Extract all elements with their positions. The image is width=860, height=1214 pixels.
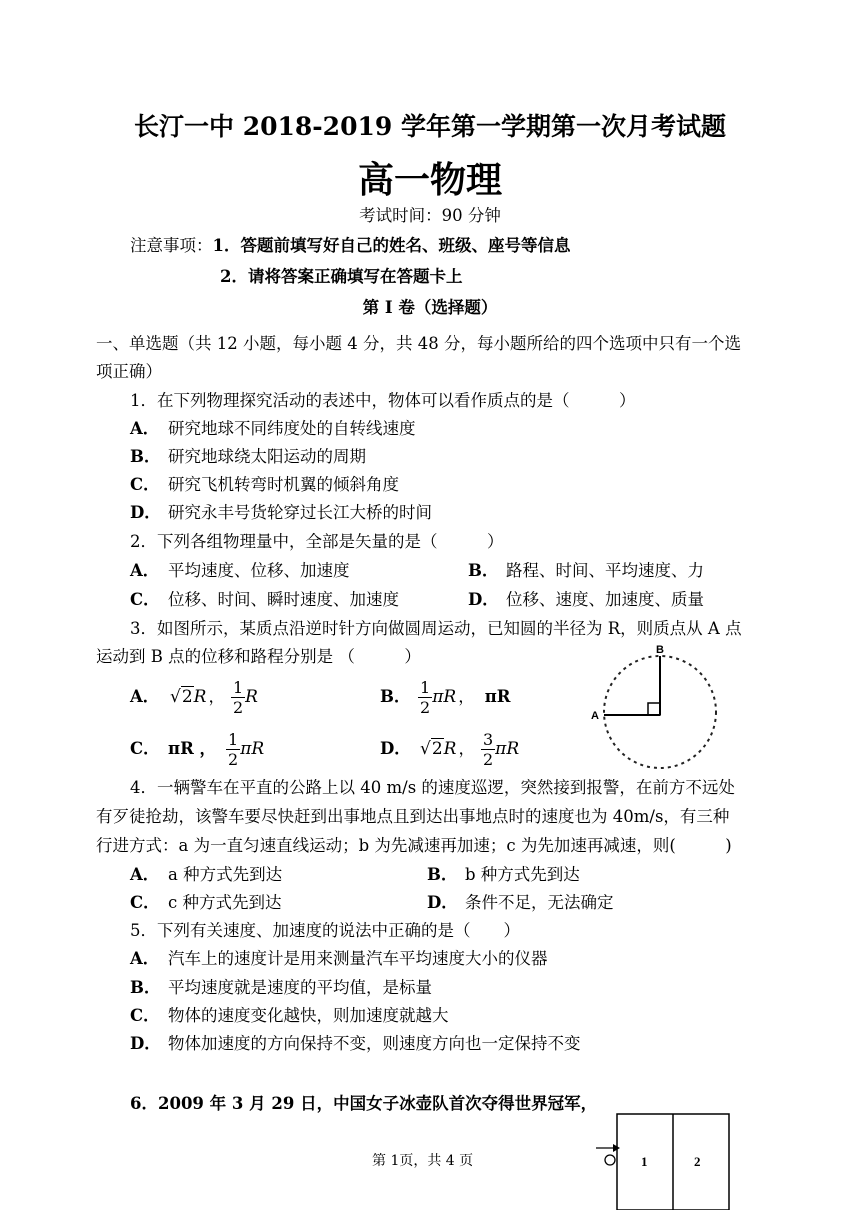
q2-option-c: C． 位移、时间、瞬时速度、加速度 [130, 590, 399, 609]
notice-item-1: 1．答题前填写好自己的姓名、班级、座号等信息 [212, 236, 571, 255]
q4-option-a: A． a 种方式先到达 [130, 865, 283, 884]
section-heading-line-2: 项正确） [96, 362, 162, 381]
q3-stem-line-2: 运动到 B 点的位移和路程分别是 （ ） [96, 647, 421, 666]
curling-stone-icon [605, 1155, 615, 1165]
q1-stem: 1．在下列物理探究活动的表述中，物体可以看作质点的是（ ） [130, 391, 636, 410]
sqrt-expression: √2R [420, 739, 457, 759]
q4-stem-line-2: 有歹徒抢劫，该警车要尽快赶到出事地点且到达出事地点时的速度也为 40m/s，有三种 [96, 807, 730, 826]
fraction: $\frac{3}{2}$ [482, 729, 494, 769]
page-footer: 第 1页，共 4 页 [372, 1153, 474, 1169]
q5-option-c: C． 物体的速度变化越快，则加速度就越大 [130, 1006, 449, 1025]
q1-option-d: D． 研究永丰号货轮穿过长江大桥的时间 [130, 503, 432, 522]
q3-option-d: D． √2R ， $\frac{3}{2}$ πR [380, 729, 520, 769]
q1-option-b: B． 研究地球绕太阳运动的周期 [130, 447, 366, 466]
q4-option-b: B． b 种方式先到达 [427, 865, 580, 884]
fraction: $\frac{1}{2}$ [420, 677, 431, 717]
q2-stem: 2．下列各组物理量中，全部是矢量的是（ ） [130, 532, 504, 551]
q5-option-a: A． 汽车上的速度计是用来测量汽车平均速度大小的仪器 [130, 949, 548, 968]
volume-heading: 第 I 卷（选择题） [362, 298, 498, 317]
region-2-label: 2 [694, 1154, 701, 1169]
q1-option-c: C． 研究飞机转弯时机翼的倾斜角度 [130, 475, 399, 494]
q3-option-c: C． πR ， $\frac{1}{2}$ πR [130, 729, 265, 769]
q4-option-d: D． 条件不足，无法确定 [427, 893, 614, 912]
notice-item-2: 2．请将答案正确填写在答题卡上 [220, 267, 463, 286]
q6-stem: 6．2009 年 3 月 29 日，中国女子冰壶队首次夺得世界冠军， [130, 1094, 598, 1113]
region-1-label: 1 [641, 1154, 648, 1169]
q5-option-d: D． 物体加速度的方向保持不变，则速度方向也一定保持不变 [130, 1034, 581, 1053]
q3-option-a: A． √2R ， $\frac{1}{2}$ R [130, 677, 258, 717]
q6-curling-figure [590, 1110, 740, 1210]
q2-option-a: A． 平均速度、位移、加速度 [130, 561, 350, 580]
section-heading-line-1: 一、单选题（共 12 小题，每小题 4 分，共 48 分，每小题所给的四个选项中只有一个选 [96, 334, 741, 353]
fraction: $\frac{1}{2}$ [232, 677, 244, 717]
q3-stem-line-1: 3．如图所示，某质点沿逆时针方向做圆周运动，已知圆的半径为 R，则质点从 A 点 [130, 619, 742, 638]
exam-title: 长汀一中 2018-2019 学年第一学期第一次月考试题 [134, 112, 726, 141]
point-b-label: B [656, 644, 664, 656]
subject-title: 高一物理 [357, 159, 502, 201]
q2-option-b: B． 路程、时间、平均速度、力 [468, 561, 704, 580]
q5-option-b: B． 平均速度就是速度的平均值，是标量 [130, 978, 432, 997]
q5-stem: 5．下列有关速度、加速度的说法中正确的是（ ） [130, 921, 520, 940]
fraction: $\frac{1}{2}$ [228, 729, 239, 769]
q4-stem-line-3: 行进方式：a 为一直匀速直线运动；b 为先减速再加速；c 为先加速再减速，则( ) [96, 836, 732, 855]
q4-stem-line-1: 4．一辆警车在平直的公路上以 40 m/s 的速度巡逻，突然接到报警，在前方不远处 [130, 778, 735, 797]
q1-option-a: A． 研究地球不同纬度处的自转线速度 [130, 419, 416, 438]
sqrt-expression: √2R [170, 687, 207, 707]
point-a-label: A [591, 710, 599, 722]
right-angle-mark [648, 703, 660, 715]
notice-label: 注意事项： [130, 236, 213, 255]
q2-option-d: D． 位移、速度、加速度、质量 [468, 590, 704, 609]
notice-line-1 [130, 235, 570, 257]
q4-option-c: C． c 种方式先到达 [130, 893, 282, 912]
exam-time: 考试时间：90 分钟 [359, 206, 501, 225]
q3-circle-figure [588, 640, 728, 775]
q3-option-b: B． $\frac{1}{2}$ πR ， πR [380, 677, 511, 717]
